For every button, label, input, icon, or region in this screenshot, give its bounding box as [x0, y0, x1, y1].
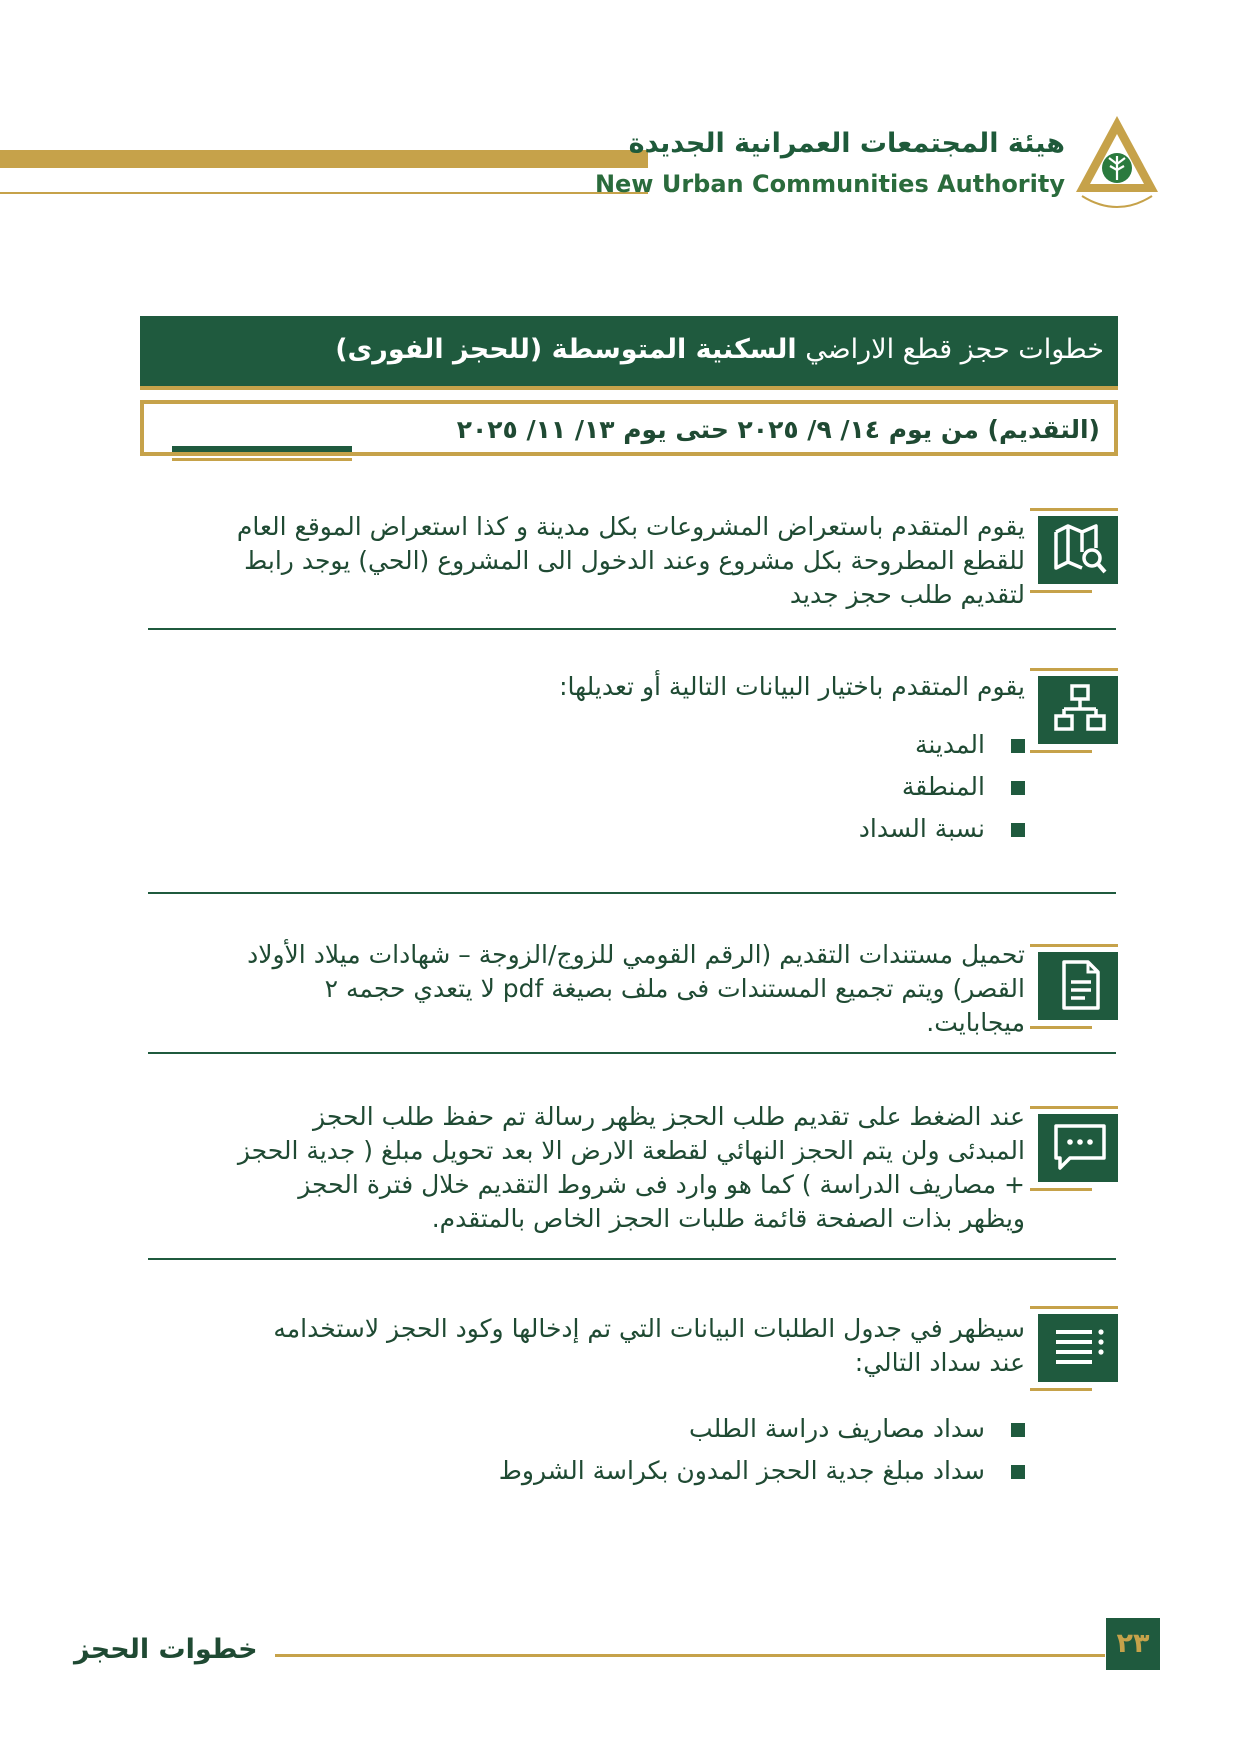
step-divider: [148, 1052, 1116, 1054]
chat-icon: [1030, 1106, 1118, 1186]
step-divider: [148, 892, 1116, 894]
date-underline-gold: [172, 458, 352, 461]
step-3-text: تحميل مستندات التقديم (الرقم القومي للزوج/الزوجة – شهادات ميلاد الأولاد القصر) ويتم تجميع المستندات فى ملف بصيغة pdf لا يتعدي حجمه ٢ ميجابايت.: [247, 940, 1025, 1037]
bullet-square-icon: [1011, 1465, 1025, 1479]
date-underline-green: [172, 446, 352, 452]
step-1-text: يقوم المتقدم باستعراض المشروعات بكل مدينة و كذا استعراض الموقع العام للقطع المطروحة بكل مشروع وعند الدخول الى المشروع (الحي) يوجد رابط لتقديم طلب حجز جديد: [236, 512, 1025, 609]
org-name-english: New Urban Communities Authority: [594, 170, 1065, 198]
step-divider: [148, 1258, 1116, 1260]
title-prefix: خطوات حجز قطع الاراضي: [796, 334, 1104, 365]
bullet-text: سداد مصاريف دراسة الطلب: [689, 1414, 985, 1443]
page-number: ٢٣: [1106, 1618, 1160, 1670]
nuca-logo: [1072, 112, 1162, 220]
sitemap-icon: [1030, 668, 1118, 748]
page-title-banner: [140, 316, 1118, 390]
bullet-text: المدينة: [914, 730, 985, 759]
step-2-bullet-list: [859, 724, 1025, 850]
org-name-arabic: هيئة المجتمعات العمرانية الجديدة: [628, 128, 1065, 159]
bullet-text: المنطقة: [901, 772, 985, 801]
footer-section-title: خطوات الحجز: [74, 1634, 258, 1665]
header-gold-bar: [0, 150, 648, 168]
list-item: [499, 1450, 1025, 1492]
bullet-square-icon: [1011, 739, 1025, 753]
step-2-text: يقوم المتقدم باختيار البيانات التالية أو تعديلها:: [559, 672, 1025, 701]
header-gold-line: [0, 192, 648, 194]
step-5-text: سيظهر في جدول الطلبات البيانات التي تم إدخالها وكود الحجز لاستخدامه عند سداد التالي:: [273, 1314, 1025, 1377]
footer-gold-line: [275, 1654, 1105, 1657]
list-item: [499, 1408, 1025, 1450]
step-divider: [148, 628, 1116, 630]
list-icon: [1030, 1306, 1118, 1386]
list-item: [859, 724, 1025, 766]
bullet-square-icon: [1011, 781, 1025, 795]
title-emphasis: السكنية المتوسطة (للحجز الفورى): [335, 334, 797, 365]
bullet-square-icon: [1011, 1423, 1025, 1437]
step-5-bullet-list: [499, 1408, 1025, 1492]
document-icon: [1030, 944, 1118, 1024]
list-item: [859, 808, 1025, 850]
step-4-text: عند الضغط على تقديم طلب الحجز يظهر رسالة تم حفظ طلب الحجز المبدئى ولن يتم الحجز النهائي لقطعة الارض الا بعد تحويل مبلغ ( جدية الحجز + مصاريف الدراسة ) كما هو وارد فى شروط التقديم خلال فترة الحجز ويظهر بذات الصفحة قائمة طلبات الحجز الخاص بالمتقدم.: [237, 1102, 1025, 1233]
bullet-text: نسبة السداد: [858, 814, 985, 843]
bullet-square-icon: [1011, 823, 1025, 837]
application-dates: (التقديم) من يوم ١٤/ ٩/ ٢٠٢٥ حتى يوم ١٣/ ١١/ ٢٠٢٥: [456, 415, 1100, 444]
bullet-text: سداد مبلغ جدية الحجز المدون بكراسة الشروط: [498, 1456, 985, 1485]
list-item: [859, 766, 1025, 808]
page-title: [335, 334, 1104, 365]
map-search-icon: [1030, 508, 1118, 588]
